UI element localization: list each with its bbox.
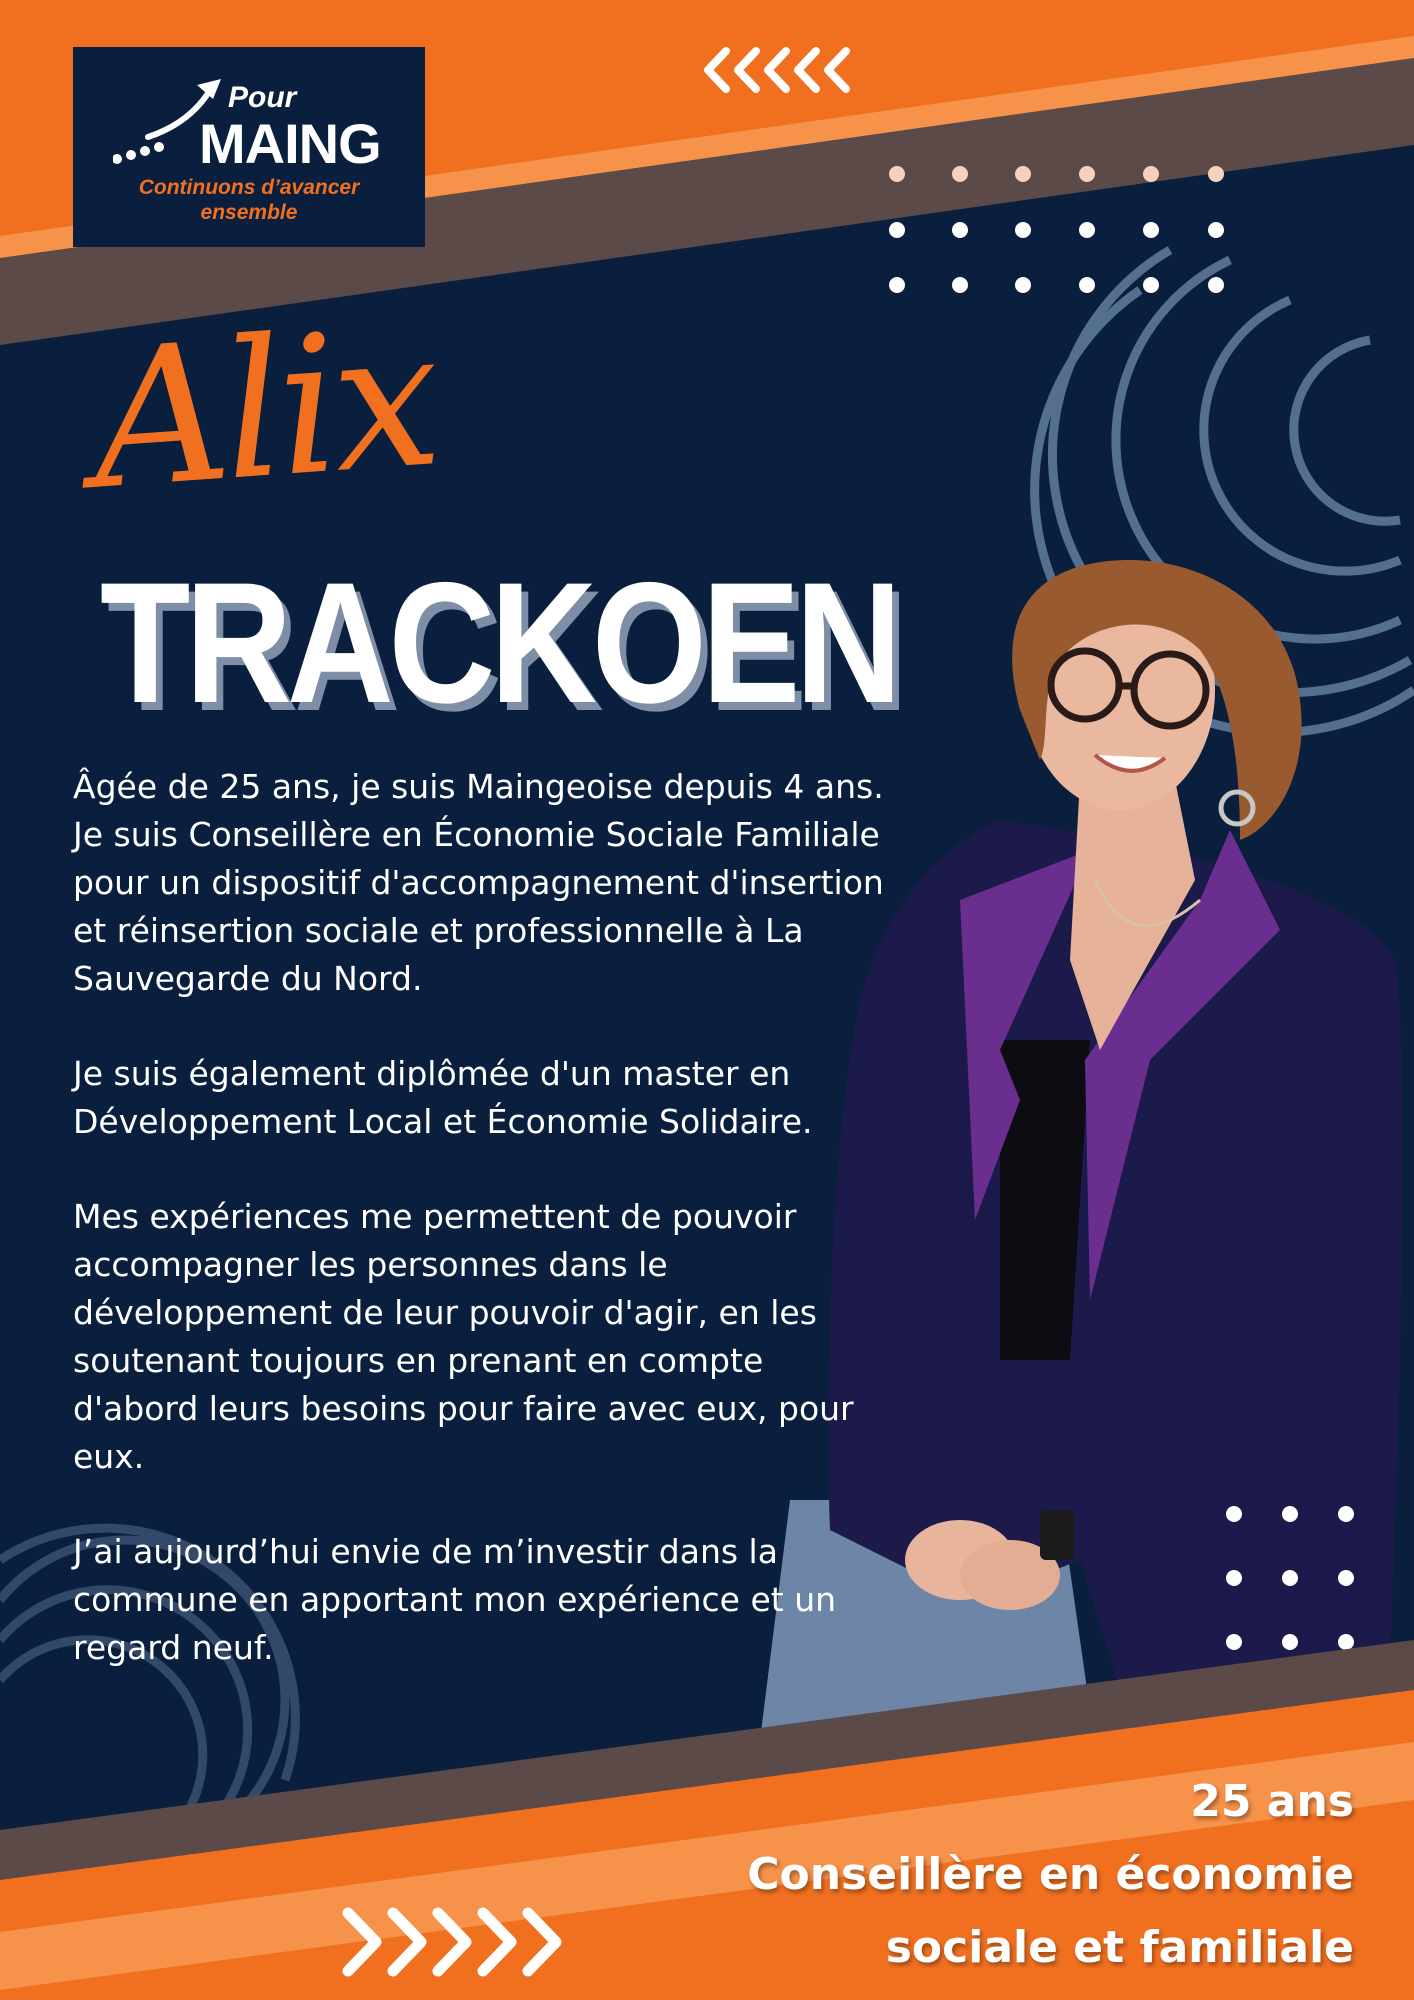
candidate-first-name: Alix <box>84 287 442 532</box>
chevrons-right-icon <box>338 1905 563 1980</box>
logo-small-text: Pour <box>228 81 297 114</box>
chevrons-left-icon <box>700 45 860 95</box>
footer-role-line1: Conseillère en économie <box>747 1849 1354 1900</box>
logo-tagline <box>73 175 425 225</box>
campaign-logo <box>73 47 425 247</box>
bio-paragraph-2: Je suis également diplômée d'un master en Développement Local et Économie Solidaire. <box>73 1054 813 1141</box>
biography <box>73 763 893 1719</box>
bio-paragraph-1: Âgée de 25 ans, je suis Maingeoise depuis 4 ans. Je suis Conseillère en Économie Sociale Familiale pour un dispositif d'accompagnement d'insertion et réinsertion sociale et professionnelle à La Sauvegarde du Nord. <box>73 767 884 998</box>
logo-tagline-line1: Continuons d’avancer <box>138 176 360 199</box>
bio-paragraph-4: J’ai aujourd’hui envie de m’investir dans la commune en apportant mon expérience et un regard neuf. <box>73 1532 837 1667</box>
logo-tagline-line2: ensemble <box>200 201 298 224</box>
candidate-last-name: TRACKOEN <box>100 547 897 739</box>
logo-main-text: MAING <box>199 112 381 175</box>
footer-age: 25 ans <box>1190 1776 1354 1827</box>
footer-role-line2: sociale et familiale <box>885 1922 1354 1973</box>
bio-paragraph-3: Mes expériences me permettent de pouvoir accompagner les personnes dans le développement de leur pouvoir d'agir, en les soutenant toujours en prenant en compte d'abord leurs besoins pour faire avec eux, pour eux. <box>73 1197 854 1476</box>
footer-caption <box>554 1765 1354 1984</box>
